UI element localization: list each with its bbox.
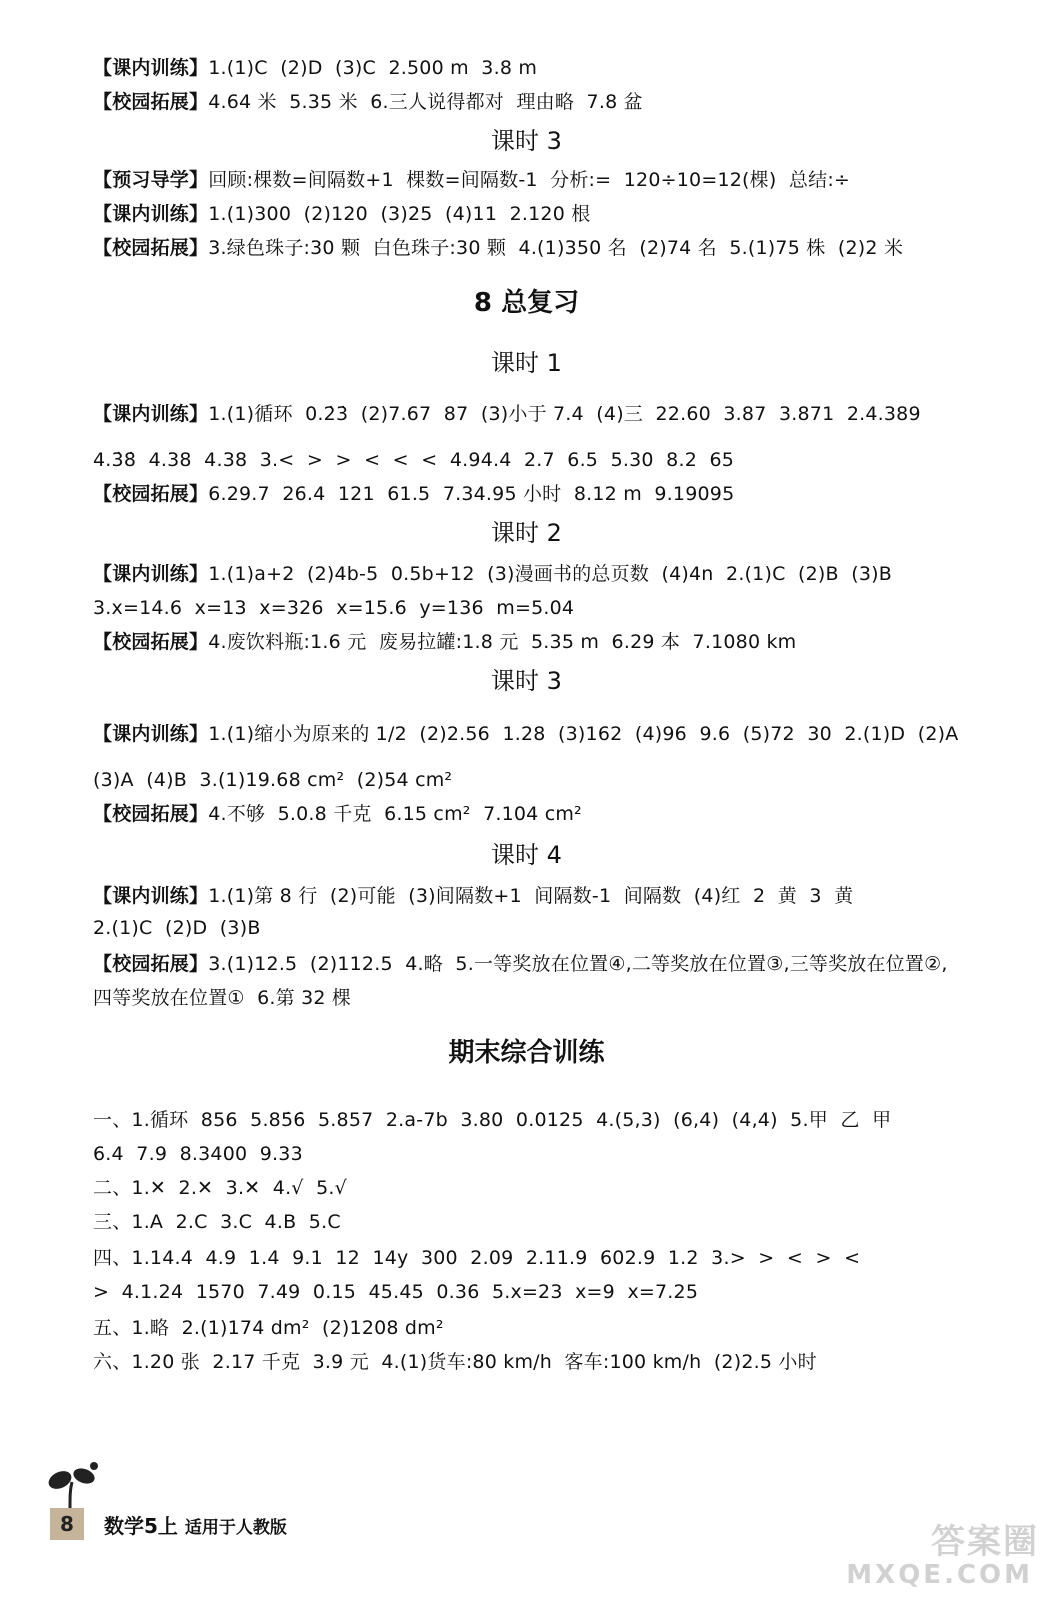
answer-line [93, 884, 853, 908]
answer-text: 三、1.A 2.C 3.C 4.B 5.C [93, 1211, 341, 1233]
section-tag: 【校园拓展】 [93, 803, 209, 825]
answer-text: (3)A (4)B 3.(1)19.68 cm² (2)54 cm² [93, 769, 453, 791]
section-tag: 【课内训练】 [93, 203, 209, 225]
answer-text: 3.x=14.6 x=13 x=326 x=15.6 y=136 m=5.04 [93, 597, 575, 619]
section-tag: 【校园拓展】 [93, 953, 209, 975]
answer-line [93, 1210, 341, 1234]
answer-line [93, 1350, 817, 1374]
answer-line [93, 56, 537, 80]
section-tag: 【课内训练】 [93, 403, 209, 425]
section-tag: 【校园拓展】 [93, 237, 209, 259]
answer-text: 二、1.✕ 2.✕ 3.✕ 4.√ 5.√ [93, 1177, 347, 1199]
answer-line [93, 1246, 860, 1270]
final-review-heading: 期末综合训练 [448, 1038, 605, 1068]
answer-text: 1.(1)300 (2)120 (3)25 (4)11 2.120 根 [208, 203, 591, 225]
section-tag: 【校园拓展】 [93, 631, 209, 653]
answer-text: 6.4 7.9 8.3400 9.33 [93, 1143, 303, 1165]
answer-line [93, 1142, 303, 1166]
answer-text: 4.废饮料瓶:1.6 元 废易拉罐:1.8 元 5.35 m 6.29 本 7.1080 km [208, 631, 797, 653]
answer-text: 4.64 米 5.35 米 6.三人说得都对 理由略 7.8 盆 [208, 91, 643, 113]
lesson-heading: 课时 2 [491, 519, 562, 547]
sprout-icon [46, 1460, 100, 1510]
answer-line [93, 1280, 698, 1304]
answer-text: 4.3̇8̇ 4.38 4.38 3.< > > < < < 4.94.4 2.7 6.5 5.30 8.2 65 [93, 449, 735, 471]
answer-line [93, 630, 796, 654]
answer-line [93, 952, 948, 976]
lesson-heading: 课时 1 [491, 349, 562, 377]
watermark-url: MXQE.COM [846, 1560, 1033, 1590]
subject-label: 数学5上 [104, 1514, 178, 1538]
chapter-heading: 8 总复习 [473, 288, 580, 318]
answer-text: 1.(1)循环 0.2̇3̇ (2)7.67 87 (3)小于 7.4 (4)三 22.60 3.87 3.871 2.4.389 [208, 403, 921, 425]
section-tag: 【课内训练】 [93, 723, 209, 745]
section-tag: 【课内训练】 [93, 563, 209, 585]
answer-line [93, 236, 903, 260]
page-number: 8 [50, 1508, 84, 1540]
answer-line [93, 596, 574, 620]
answer-line [93, 482, 734, 506]
watermark [846, 1514, 1039, 1590]
answer-line [93, 402, 921, 426]
answer-text: 回顾:棵数=间隔数+1 棵数=间隔数-1 分析:= 120÷10=12(棵) 总结:÷ [208, 169, 851, 191]
answer-line [93, 202, 590, 226]
page-footer [40, 1500, 440, 1540]
answer-line [93, 986, 351, 1010]
answer-text: 2.(1)C (2)D (3)B [93, 917, 261, 939]
answer-line [93, 1176, 347, 1200]
answer-text: > 4.1.24 1570 7.49 0.15 45.45 0.36 5.x=23 x=9 x=7.25 [93, 1281, 699, 1303]
watermark-title: 答案圈 [931, 1522, 1039, 1562]
lesson-heading: 课时 3 [491, 667, 562, 695]
answer-text: 1.(1)缩小为原来的 1/2 (2)2.56 1.28 (3)162 (4)96 9.6 (5)72 30 2.(1)D (2)A [208, 723, 959, 745]
answer-text: 五、1.略 2.(1)174 dm² (2)1208 dm² [93, 1317, 444, 1339]
answer-text: 一、1.循环 856 5.85̇6̇ 5.857 2.a-7b 3.80 0.0125 4.(5,3) (6,4) (4,4) 5.甲 乙 甲 [93, 1109, 892, 1131]
answer-text: 6.29.7 26.4 121 61.5 7.34.95 小时 8.12 m 9.19095 [208, 483, 735, 505]
answer-line [93, 448, 734, 472]
answer-text: 3.绿色珠子:30 颗 白色珠子:30 颗 4.(1)350 名 (2)74 名 5.(1)75 株 (2)2 米 [208, 237, 904, 259]
section-tag: 【校园拓展】 [93, 483, 209, 505]
answer-text: 3.(1)12.5 (2)112.5 4.略 5.一等奖放在位置④,二等奖放在位置③,三等奖放在位置②, [208, 953, 948, 975]
answer-line [93, 722, 958, 746]
section-tag: 【校园拓展】 [93, 91, 209, 113]
answer-line [93, 1316, 444, 1340]
edition-label: 适用于人教版 [184, 1518, 287, 1538]
answer-text: 1.(1)a+2 (2)4b-5 0.5b+12 (3)漫画书的总页数 (4)4n 2.(1)C (2)B (3)B [208, 563, 892, 585]
lesson-heading: 课时 3 [491, 127, 562, 155]
book-title [104, 1510, 287, 1539]
answer-line [93, 768, 452, 792]
answer-line [93, 168, 850, 192]
section-tag: 【预习导学】 [93, 169, 209, 191]
answer-text: 四、1.14.4 4.9 1.4 9.1 12 14y 300 2.09 2.11.9 602.9 1.2 3.> > < > < [93, 1247, 861, 1269]
answer-text: 四等奖放在位置① 6.第 32 棵 [93, 987, 352, 1009]
section-tag: 【课内训练】 [93, 885, 209, 907]
answer-line [93, 802, 582, 826]
answer-line [93, 916, 261, 940]
answer-text: 1.(1)C (2)D (3)C 2.500 m 3.8 m [208, 57, 538, 79]
answer-line [93, 90, 643, 114]
answer-text: 六、1.20 张 2.17 千克 3.9 元 4.(1)货车:80 km/h 客车:100 km/h (2)2.5 小时 [93, 1351, 817, 1373]
section-tag: 【课内训练】 [93, 57, 209, 79]
answer-line [93, 562, 892, 586]
answer-text: 1.(1)第 8 行 (2)可能 (3)间隔数+1 间隔数-1 间隔数 (4)红 2 黄 3 黄 [208, 885, 854, 907]
answer-text: 4.不够 5.0.8 千克 6.15 cm² 7.104 cm² [208, 803, 582, 825]
lesson-heading: 课时 4 [491, 841, 562, 869]
answer-line [93, 1108, 891, 1132]
